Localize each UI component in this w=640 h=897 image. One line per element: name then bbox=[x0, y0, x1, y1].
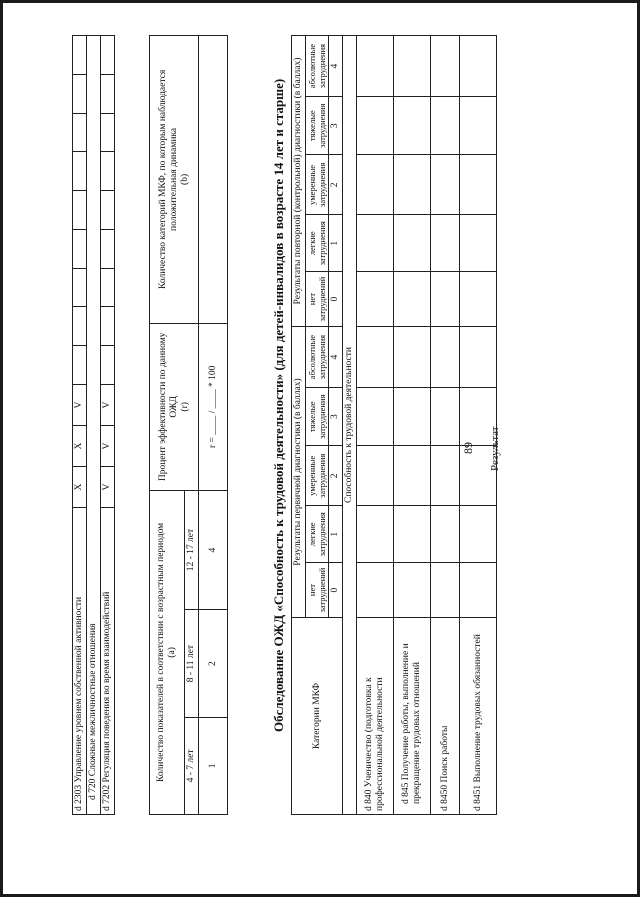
cell bbox=[101, 346, 115, 385]
cell bbox=[73, 113, 87, 152]
score: 1 bbox=[329, 506, 343, 563]
level: абсолютные затруднения bbox=[306, 36, 329, 97]
score: 0 bbox=[329, 563, 343, 618]
count-header: Количество показателей в соответствии с возрастным периодом (a) bbox=[150, 490, 185, 814]
cell bbox=[460, 215, 497, 272]
cell bbox=[431, 388, 460, 446]
cell bbox=[101, 307, 115, 346]
level: нет затруднений bbox=[306, 563, 329, 618]
level: умеренные затруднения bbox=[306, 155, 329, 215]
cell bbox=[394, 97, 431, 155]
score: 3 bbox=[329, 97, 343, 155]
result-table bbox=[149, 35, 228, 815]
score: 0 bbox=[329, 272, 343, 327]
cell: V bbox=[73, 385, 87, 426]
level: абсолютные затруднения bbox=[306, 327, 329, 388]
score: 1 bbox=[329, 215, 343, 272]
cell bbox=[431, 272, 460, 327]
cell bbox=[357, 327, 394, 388]
cell bbox=[460, 446, 497, 506]
level: нет затруднений bbox=[306, 272, 329, 327]
cell: V bbox=[101, 385, 115, 426]
cell bbox=[460, 36, 497, 97]
age-group: 4 - 7 лет bbox=[185, 717, 199, 814]
cell bbox=[431, 506, 460, 563]
cell bbox=[431, 446, 460, 506]
cell bbox=[101, 191, 115, 230]
primary-header: Результаты первичной диагностики (в баллах) bbox=[292, 327, 306, 618]
row-label: d 8450 Поиск работы bbox=[431, 618, 460, 815]
row-label: d 7202 Регуляция поведения во время взаимодействий bbox=[101, 508, 115, 815]
age-group: 12 - 17 лет bbox=[185, 490, 199, 610]
cell bbox=[460, 506, 497, 563]
cell bbox=[394, 272, 431, 327]
cell bbox=[357, 272, 394, 327]
cell bbox=[431, 97, 460, 155]
cell bbox=[73, 229, 87, 268]
cell bbox=[73, 307, 87, 346]
score: 4 bbox=[329, 36, 343, 97]
cell bbox=[73, 74, 87, 113]
cell: X bbox=[73, 426, 87, 467]
cell bbox=[101, 268, 115, 307]
cell bbox=[431, 36, 460, 97]
table-row bbox=[357, 36, 394, 815]
cell bbox=[357, 388, 394, 446]
level: легкие затруднения bbox=[306, 506, 329, 563]
level: тяжелые затруднения bbox=[306, 97, 329, 155]
diagnostics-table bbox=[291, 35, 497, 815]
cell bbox=[431, 155, 460, 215]
row-label: d 720 Сложные межличностные отношения bbox=[87, 36, 101, 815]
cell bbox=[73, 268, 87, 307]
cell bbox=[357, 36, 394, 97]
score: 3 bbox=[329, 388, 343, 446]
cell bbox=[357, 506, 394, 563]
level: умеренные затруднения bbox=[306, 446, 329, 506]
age-value: 1 bbox=[199, 717, 228, 814]
cell bbox=[394, 155, 431, 215]
cell bbox=[394, 388, 431, 446]
repeat-header: Результаты повторной (контрольной) диагностики (в баллах) bbox=[292, 36, 306, 327]
cell bbox=[357, 155, 394, 215]
cell bbox=[199, 36, 228, 324]
cell bbox=[460, 327, 497, 388]
table-row bbox=[199, 36, 228, 815]
cell bbox=[431, 327, 460, 388]
cell bbox=[357, 97, 394, 155]
cell bbox=[357, 446, 394, 506]
row-label: d 845 Получение работы, выполнение и прекращение трудовых отношений bbox=[394, 618, 431, 815]
table-row bbox=[150, 36, 185, 815]
cell bbox=[394, 215, 431, 272]
cell bbox=[431, 215, 460, 272]
cell bbox=[73, 152, 87, 191]
cell bbox=[101, 36, 115, 75]
section-title: Обследование ОЖД «Способность к трудовой деятельности» (для детей-инвалидов в возрасте 14 лет и старше) bbox=[271, 78, 286, 732]
table-row bbox=[460, 36, 497, 815]
cell bbox=[394, 327, 431, 388]
level: тяжелые затруднения bbox=[306, 388, 329, 446]
top-table bbox=[72, 35, 115, 815]
cell bbox=[101, 229, 115, 268]
table-row bbox=[394, 36, 431, 815]
age-value: 4 bbox=[199, 490, 228, 610]
percent-header: Процент эффективности по данному ОЖД (r) bbox=[150, 323, 199, 490]
cell bbox=[101, 74, 115, 113]
cell bbox=[73, 346, 87, 385]
score: 2 bbox=[329, 155, 343, 215]
row-label: d 840 Ученичество (подготовка к профессиональной деятельности bbox=[357, 618, 394, 815]
table-row bbox=[101, 36, 115, 815]
cell bbox=[460, 155, 497, 215]
category-header: Категории МКФ bbox=[292, 618, 343, 815]
cell bbox=[394, 563, 431, 618]
score: 4 bbox=[329, 327, 343, 388]
cell bbox=[460, 272, 497, 327]
rotated-document bbox=[37, 0, 603, 897]
cell bbox=[460, 563, 497, 618]
cell bbox=[460, 97, 497, 155]
cell bbox=[101, 113, 115, 152]
age-value: 2 bbox=[199, 610, 228, 717]
score: 2 bbox=[329, 446, 343, 506]
categories-header: Количество категорий МКФ, по которым наблюдается положительная динамика (b) bbox=[150, 36, 199, 324]
table-row bbox=[73, 36, 87, 815]
group-header: Способность к трудовой деятельности bbox=[343, 36, 357, 815]
cell bbox=[73, 36, 87, 75]
formula: r = ____ / ____ * 100 bbox=[199, 323, 228, 490]
cell: V bbox=[101, 467, 115, 508]
cell bbox=[431, 563, 460, 618]
table-row bbox=[343, 36, 357, 815]
cell: X bbox=[73, 467, 87, 508]
cell bbox=[73, 191, 87, 230]
row-label: d 2303 Управление уровнем собственной активности bbox=[73, 508, 87, 815]
result-title: Результат bbox=[489, 426, 501, 471]
row-label: d 8451 Выполнение трудовых обязанностей bbox=[460, 618, 497, 815]
table-row bbox=[431, 36, 460, 815]
age-group: 8 - 11 лет bbox=[185, 610, 199, 717]
cell bbox=[357, 215, 394, 272]
cell: V bbox=[101, 426, 115, 467]
page-number: 89 bbox=[461, 442, 475, 454]
table-row bbox=[292, 36, 306, 815]
level: легкие затруднения bbox=[306, 215, 329, 272]
cell bbox=[357, 563, 394, 618]
cell bbox=[460, 388, 497, 446]
table-row bbox=[87, 36, 101, 815]
cell bbox=[394, 446, 431, 506]
cell bbox=[101, 152, 115, 191]
cell bbox=[394, 36, 431, 97]
cell bbox=[394, 506, 431, 563]
